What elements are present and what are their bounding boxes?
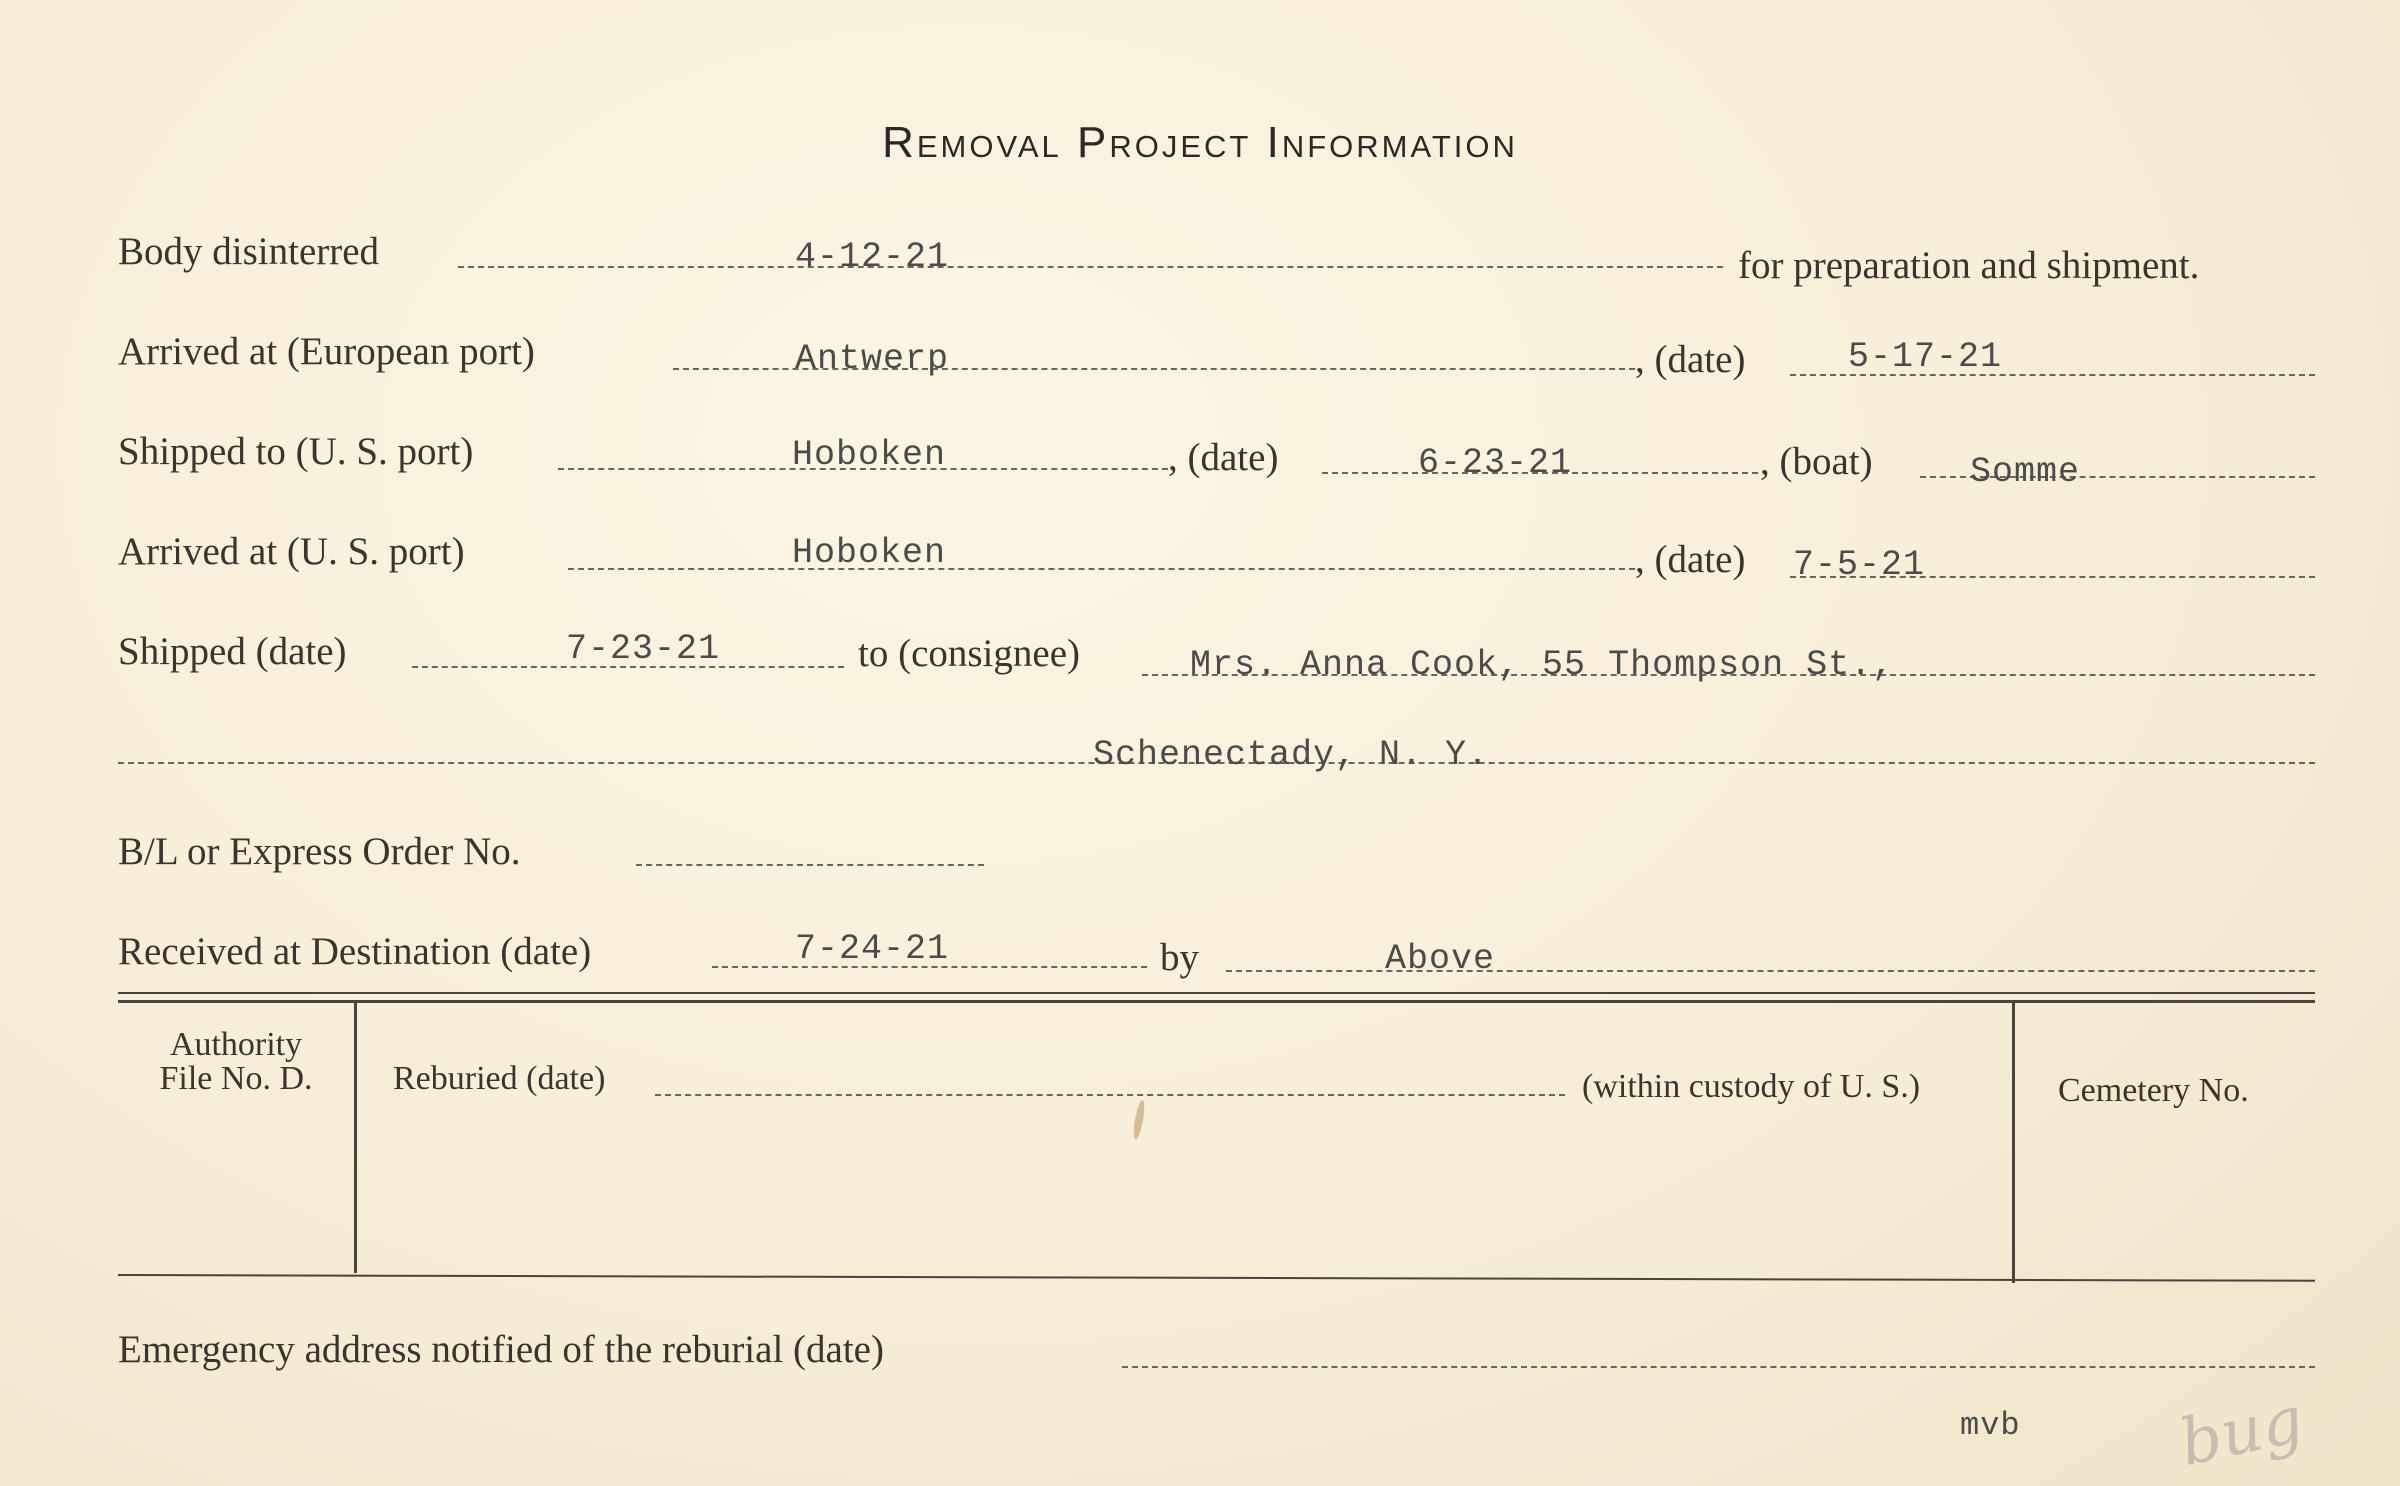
arrived-us-line	[568, 568, 1635, 570]
box-top-rule-2	[118, 1000, 2315, 1003]
emergency-line	[1122, 1366, 2315, 1368]
custody-label: (within custody of U. S.)	[1582, 1068, 1921, 1105]
consignee-name-street: Mrs. Anna Cook, 55 Thompson St.,	[1190, 645, 1895, 685]
arrived-european-label: Arrived at (European port)	[118, 330, 535, 373]
emergency-label: Emergency address notified of the reburial (date)	[118, 1328, 884, 1371]
reburied-line	[655, 1094, 1565, 1096]
arrived-us-label: Arrived at (U. S. port)	[118, 530, 465, 573]
shipped-date: 7-23-21	[566, 629, 721, 669]
shipped-us-port: Hoboken	[792, 435, 947, 475]
body-disinterred-label: Body disinterred	[118, 230, 380, 273]
bl-order-line	[636, 864, 984, 866]
cemetery-label: Cemetery No.	[2058, 1072, 2249, 1109]
authority-label-line-2: File No. D.	[159, 1060, 313, 1097]
arrived-european-date: 5-17-21	[1848, 337, 2003, 377]
box-divider-right	[2012, 1003, 2015, 1283]
authority-label-line-1: Authority	[169, 1026, 303, 1063]
shipped-us-date: 6-23-21	[1418, 443, 1573, 483]
pencil-mark: bug	[2173, 1383, 2310, 1481]
body-disinterred-date: 4-12-21	[795, 237, 950, 277]
received-by-label: by	[1160, 936, 1199, 979]
consignee-city: Schenectady, N. Y.	[1093, 735, 1490, 775]
received-by: Above	[1385, 939, 1496, 979]
paper-stain	[1132, 1100, 1147, 1141]
body-disinterred-suffix: for preparation and shipment.	[1738, 244, 2200, 287]
shipped-us-date-label: , (date)	[1168, 436, 1279, 479]
box-divider-left	[354, 1003, 357, 1273]
received-date: 7-24-21	[795, 929, 950, 969]
arrived-us-date: 7-5-21	[1793, 545, 1926, 585]
shipped-us-label: Shipped to (U. S. port)	[118, 430, 474, 473]
arrived-european-port: Antwerp	[795, 339, 950, 379]
received-label: Received at Destination (date)	[118, 930, 592, 973]
arrived-us-date-label: , (date)	[1635, 538, 1746, 581]
arrived-european-date-label: , (date)	[1635, 338, 1746, 381]
shipped-us-boat-label: , (boat)	[1760, 440, 1873, 483]
clerk-initials: mvb	[1960, 1407, 2021, 1444]
body-disinterred-line	[458, 266, 1723, 268]
arrived-us-port: Hoboken	[792, 533, 947, 573]
shipped-date-label: Shipped (date)	[118, 630, 347, 673]
shipped-us-boat: Somme	[1970, 452, 2081, 492]
reburied-label: Reburied (date)	[393, 1060, 606, 1097]
consignee-label: to (consignee)	[858, 632, 1081, 675]
box-bottom-rule	[118, 1274, 2315, 1282]
box-top-rule-1	[118, 992, 2315, 994]
bl-order-label: B/L or Express Order No.	[118, 830, 521, 873]
card-title: Removal Project Information	[882, 118, 1518, 167]
